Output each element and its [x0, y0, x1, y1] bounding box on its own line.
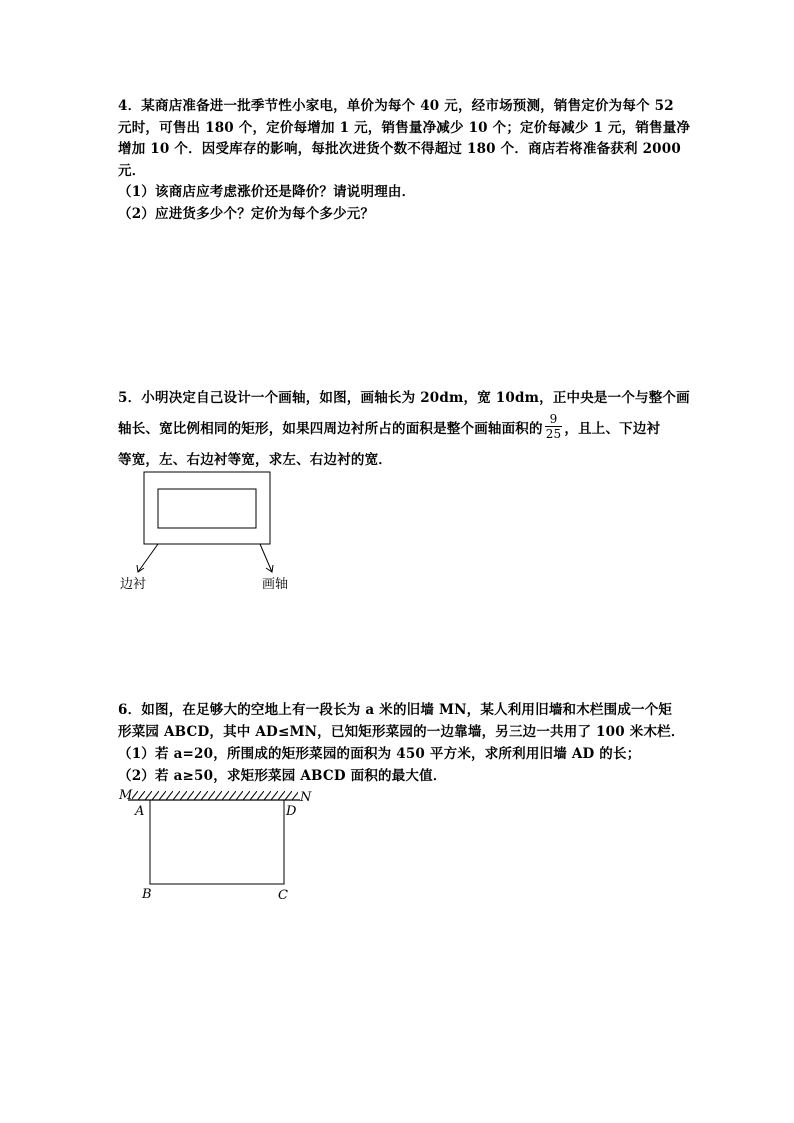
q4-line-1: 4．某商店准备进一批季节性小家电，单价为每个 40 元，经市场预测，销售定价为每个 52 [118, 98, 674, 114]
q5-line-2-after: ，且上、下边衬 [564, 421, 661, 437]
q6-part-2: （2）若 a≥50，求矩形菜园 ABCD 面积的最大值． [118, 768, 447, 784]
garden-rect-ABCD [150, 800, 284, 884]
label-scroll: 画轴 [262, 577, 289, 592]
q5-line-3: 等宽，左、右边衬等宽，求左、右边衬的宽． [118, 452, 392, 468]
label-A: A [135, 804, 145, 819]
label-C: C [278, 888, 288, 903]
label-B: B [142, 887, 152, 902]
q4-part-1: （1）该商店应考虑涨价还是降价？请说明理由． [118, 184, 416, 200]
q6-line-1: 6．如图，在足够大的空地上有一段长为 a 米的旧墙 MN，某人利用旧墙和木栏围成一个矩 [118, 702, 673, 718]
q6-line-2: 形菜园 ABCD，其中 AD≤MN，已知矩形菜园的一边靠墙，另三边一共用了 100 米木栏． [118, 724, 685, 740]
question-4 [118, 96, 691, 225]
arrow-line-scroll [260, 544, 272, 572]
label-M: M [119, 788, 133, 803]
scroll-diagram [110, 468, 310, 598]
q5-fraction-numerator: 9 [545, 412, 563, 427]
q4-part-2: （2）应进货多少个？定价为每个多少元？ [118, 205, 375, 222]
scroll-inner-rect [158, 489, 256, 528]
garden-diagram [110, 782, 330, 907]
q5-fraction-denominator: 25 [545, 427, 562, 441]
q4-line-3: 增加 10 个．因受库存的影响，每批次进货个数不得超过 180 个．商店若将准备获利 2000 [118, 141, 681, 157]
label-N: N [300, 790, 312, 805]
q5-line-1: 5．小明决定自己设计一个画轴，如图，画轴长为 20dm，宽 10dm，正中央是一个与整个画 [118, 390, 690, 406]
q4-line-4: 元． [118, 162, 146, 179]
scroll-outer-rect [144, 472, 270, 544]
q4-line-2: 元时，可售出 180 个，定价每增加 1 元，销售量净减少 10 个；定价每减少 1 元，销售量净 [118, 119, 691, 136]
q6-part-1: （1）若 a=20，所围成的矩形菜园的面积为 450 平方米，求所利用旧墙 AD 的长； [118, 746, 641, 762]
question-6 [118, 699, 685, 787]
label-border: 边衬 [120, 577, 147, 592]
q5-line-2-before: 轴长、宽比例相同的矩形，如果四周边衬所占的面积是整个画轴面积的 [118, 421, 543, 437]
q5-line-2 [118, 414, 678, 445]
arrow-line-border [138, 544, 158, 572]
label-D: D [286, 804, 297, 819]
q5-fraction [545, 412, 563, 441]
question-5 [118, 383, 690, 476]
wall-hatching [132, 791, 298, 800]
